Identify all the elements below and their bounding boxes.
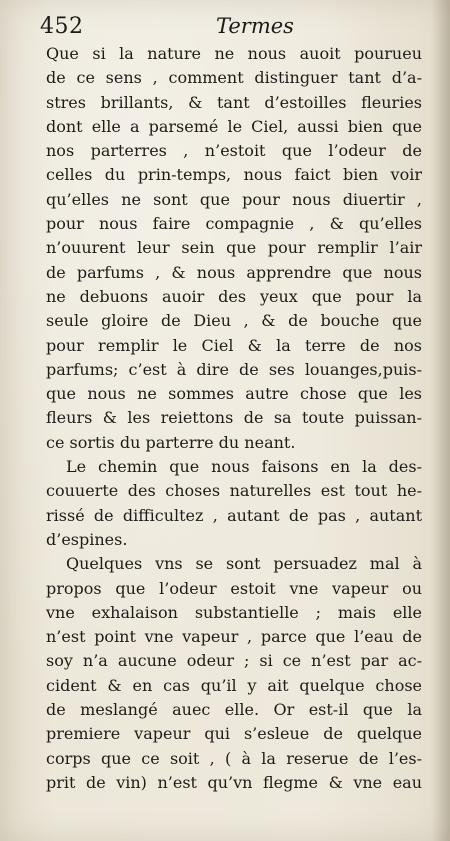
- text-line: couuerte des choses naturelles est tout he-: [46, 481, 422, 501]
- text-line: n’est point vne vapeur , parce que l’eau de: [46, 627, 422, 647]
- text-line: nos parterres , n’estoit que l’odeur de: [46, 141, 422, 161]
- text-line: stres brillants, & tant d’estoilles fleuries: [46, 92, 422, 112]
- text-line: parfums; c’est à dire de ses louanges,puis-: [46, 359, 422, 379]
- text-line: celles du prin-temps, nous faict bien voir: [46, 165, 422, 185]
- text-line: propos que l’odeur estoit vne vapeur ou: [46, 578, 422, 598]
- paragraph-1: [46, 42, 422, 455]
- text-line: seule gloire de Dieu , & de bouche que: [46, 311, 422, 331]
- paragraph-3: [46, 552, 422, 795]
- text-line: Que si la nature ne nous auoit pourueu: [46, 44, 422, 63]
- text-line: rissé de difficultez , autant de pas , autant: [46, 505, 422, 525]
- text-line: pour remplir le Ciel & la terre de nos: [46, 335, 422, 355]
- page-header: [40, 14, 420, 44]
- text-line: de meslangé auec elle. Or est-il que la: [46, 700, 422, 720]
- body-text: [46, 42, 422, 795]
- text-line: d’espines.: [46, 529, 128, 549]
- text-line: soy n’a aucune odeur ; si ce n’est par ac-: [46, 651, 422, 671]
- text-line: de ce sens , comment distinguer tant d’a-: [46, 68, 422, 88]
- text-line: cident & en cas qu’il y ait quelque chose: [46, 675, 422, 695]
- text-line: n’ouurent leur sein que pour remplir l’air: [46, 238, 422, 258]
- text-line: premiere vapeur qui s’esleue de quelque: [46, 724, 422, 744]
- text-line: ne debuons auoir des yeux que pour la: [46, 286, 422, 306]
- text-line: ce sortis du parterre du neant.: [46, 432, 296, 452]
- spine-shadow: [432, 0, 450, 841]
- text-line: vne exhalaison substantielle ; mais elle: [46, 602, 422, 622]
- running-head: Termes: [216, 14, 294, 38]
- paragraph-2: [46, 455, 422, 552]
- text-line: dont elle a parsemé le Ciel, aussi bien que: [46, 116, 422, 136]
- page-number: 452: [40, 14, 84, 39]
- text-line: de parfums , & nous apprendre que nous: [46, 262, 422, 282]
- text-line: fleurs & les reiettons de sa toute puissan-: [46, 408, 422, 428]
- text-line: Quelques vns se sont persuadez mal à: [66, 554, 422, 574]
- text-line: que nous ne sommes autre chose que les: [46, 384, 422, 404]
- text-line: corps que ce soit , ( à la reserue de l’es-: [46, 748, 422, 768]
- text-line: Le chemin que nous faisons en la des-: [66, 457, 422, 477]
- text-line: pour nous faire compagnie , & qu’elles: [46, 214, 422, 234]
- text-line: qu’elles ne sont que pour nous diuertir ,: [46, 189, 422, 209]
- text-line: prit de vin) n’est qu’vn flegme & vne eau: [46, 772, 422, 792]
